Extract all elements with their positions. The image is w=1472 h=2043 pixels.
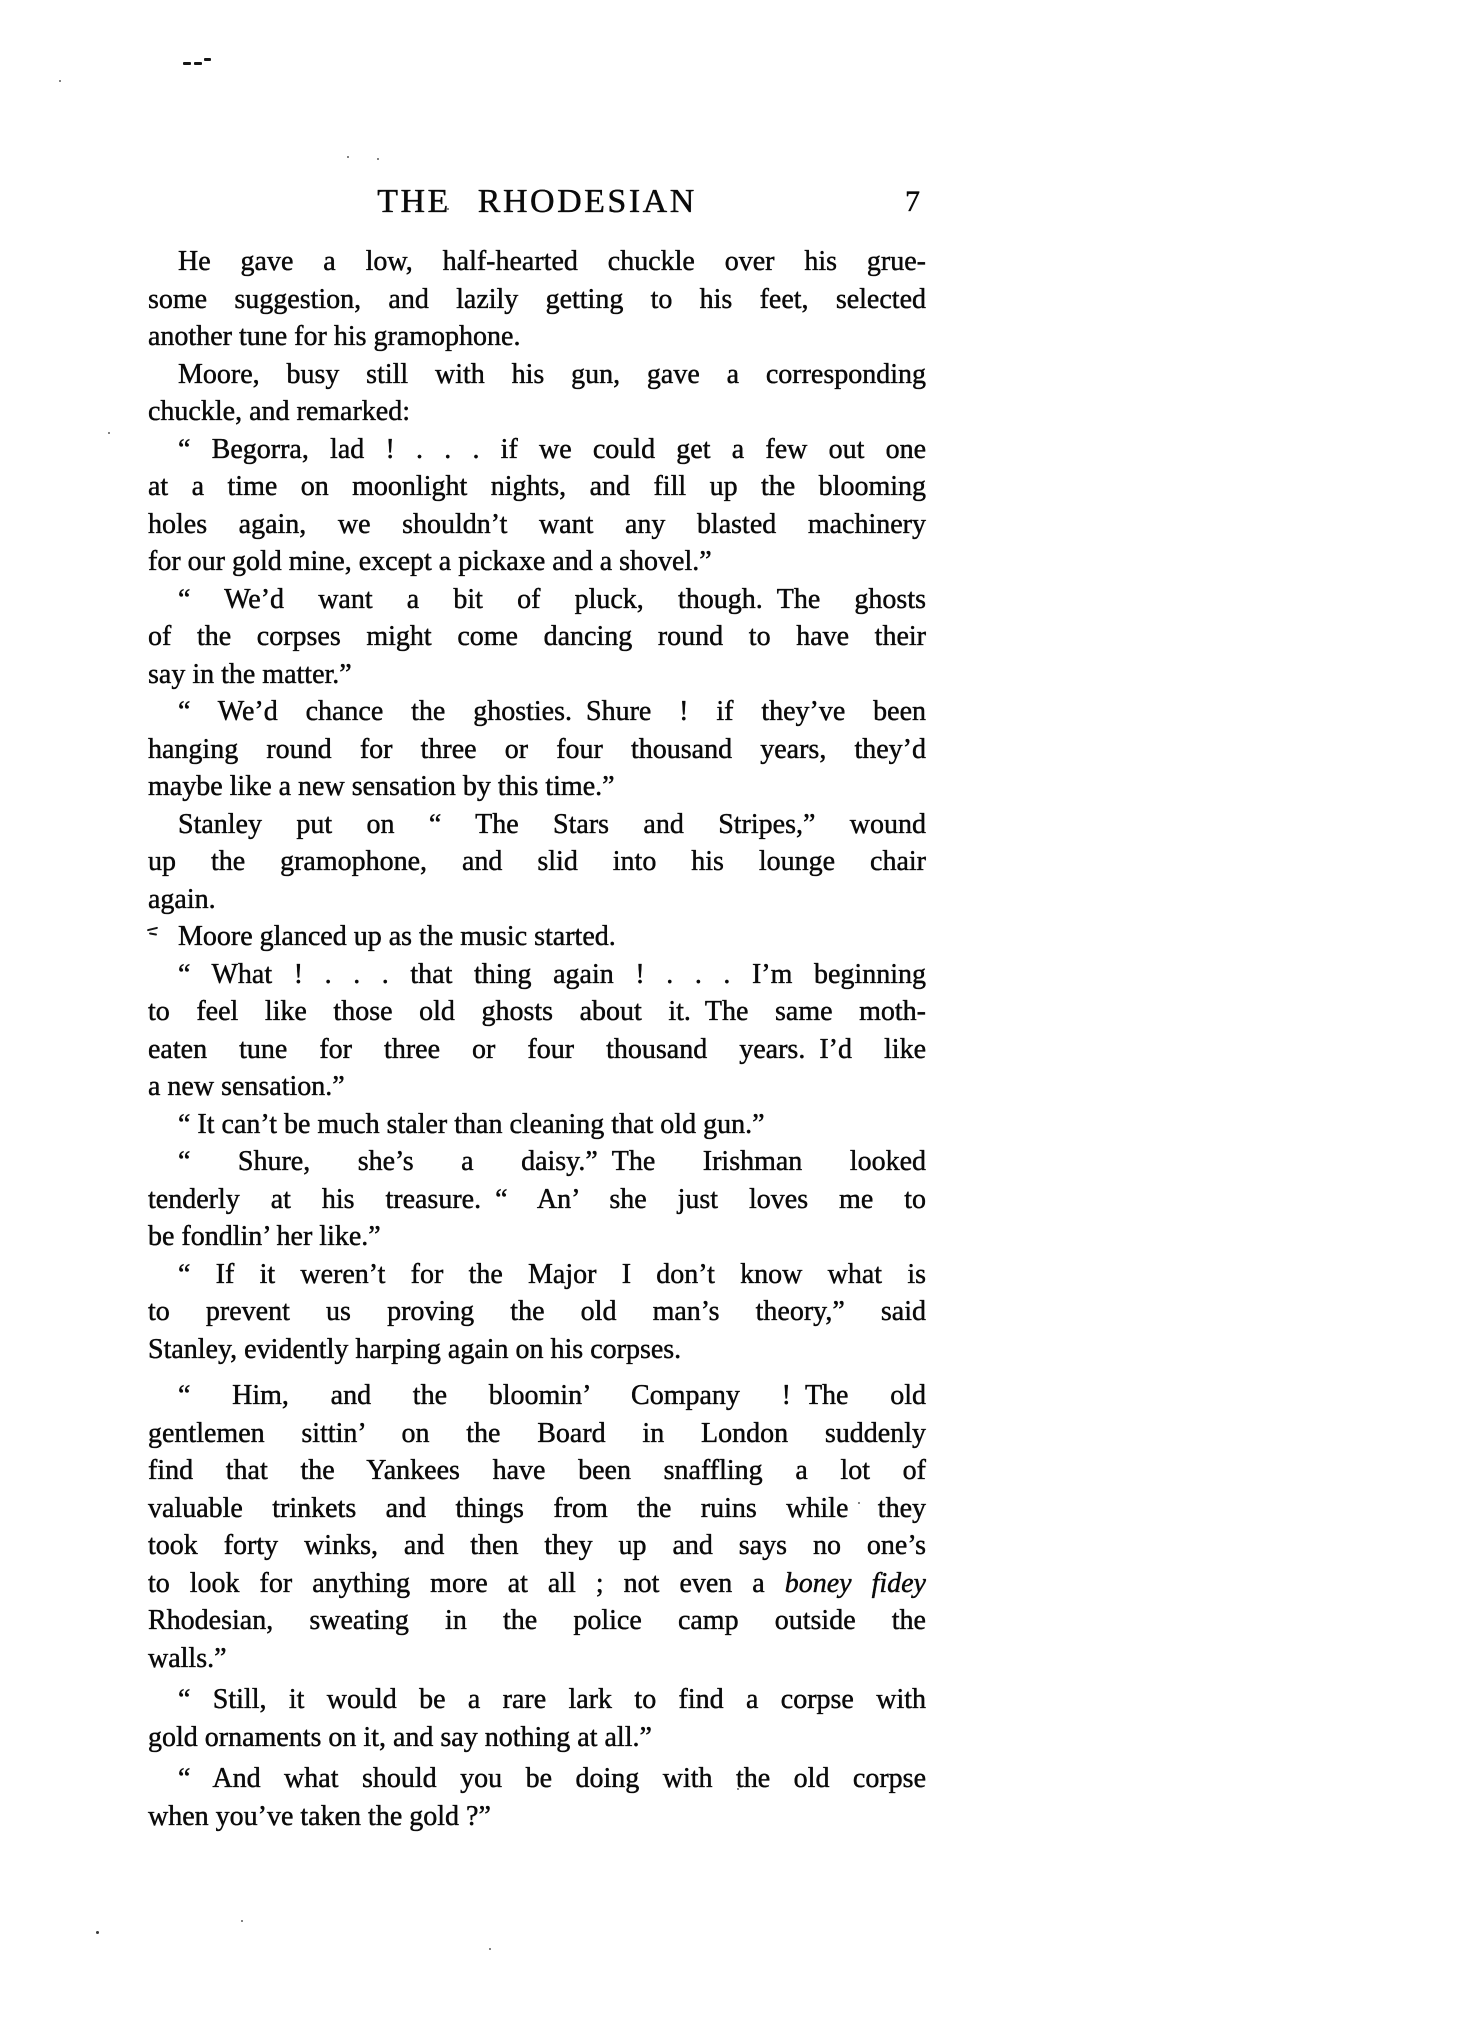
text-line: to feel like those old ghosts about it. The same moth- xyxy=(148,996,926,1027)
scan-speck xyxy=(59,80,61,82)
text-line: a new sensation.” xyxy=(148,1071,345,1102)
paragraph xyxy=(148,431,926,581)
text-line: eaten tune for three or four thousand years. I’d like xyxy=(148,1033,926,1065)
page-number: 7 xyxy=(905,185,920,218)
text-line: for our gold mine, except a pickaxe and a shovel.” xyxy=(148,546,712,577)
paragraph xyxy=(148,1106,926,1144)
text-line: Moore, busy still with his gun, gave a corresponding xyxy=(178,358,926,390)
text-line xyxy=(148,1565,926,1603)
text-line: walls.” xyxy=(148,1642,227,1674)
paragraph xyxy=(148,918,926,956)
text-line: hanging round for three or four thousand years, they’d xyxy=(148,733,926,765)
page-title: THE RHODESIAN xyxy=(377,183,697,220)
text-line: chuckle, and remarked: xyxy=(148,396,410,427)
text-line: Rhodesian, sweating in the police camp outside the xyxy=(148,1605,926,1636)
paragraph xyxy=(148,1143,926,1256)
paragraph xyxy=(148,806,926,919)
text-line: say in the matter.” xyxy=(148,658,352,690)
scan-artifact-dash xyxy=(183,62,191,65)
text-block xyxy=(148,243,926,1835)
paragraph xyxy=(148,581,926,694)
scan-speck xyxy=(241,1920,243,1922)
text-line: “ It can’t be much staler than cleaning that old gun.” xyxy=(178,1108,765,1140)
text-line: tenderly at his treasure. “ An’ she just loves me to xyxy=(148,1183,926,1215)
text-line: “ What ! . . . that thing again ! . . . I’m beginning xyxy=(178,958,926,990)
text-line: to prevent us proving the old man’s theory,” said xyxy=(148,1296,926,1327)
text-line: gentlemen sittin’ on the Board in London suddenly xyxy=(148,1417,926,1449)
text-line: took forty winks, and then they up and says no one’s xyxy=(148,1530,926,1561)
text-line: some suggestion, and lazily getting to his feet, selected xyxy=(148,283,926,315)
running-head xyxy=(148,180,926,224)
text-segment: to look for anything more at all ; not even a xyxy=(148,1567,785,1599)
text-line: holes again, we shouldn’t want any blasted machinery xyxy=(148,508,926,540)
text-line: up the gramophone, and slid into his lounge chair xyxy=(148,846,926,877)
paragraph xyxy=(148,693,926,806)
text-line: “ Begorra, lad ! . . . if we could get a few out one xyxy=(178,433,926,465)
scan-speck xyxy=(108,432,110,434)
scan-speck xyxy=(96,1931,99,1934)
text-line: “ We’d want a bit of pluck, though. The ghosts xyxy=(178,583,926,615)
text-line: He gave a low, half-hearted chuckle over his grue- xyxy=(178,246,926,277)
text-line: Stanley, evidently harping again on his corpses. xyxy=(148,1333,682,1365)
text-line: maybe like a new sensation by this time.” xyxy=(148,771,615,802)
text-line: “ If it weren’t for the Major I don’t know what is xyxy=(178,1258,926,1290)
paragraph xyxy=(148,956,926,1106)
scan-speck xyxy=(489,1948,491,1950)
paragraph xyxy=(148,1377,926,1677)
text-line: “ Shure, she’s a daisy.” The Irishman looked xyxy=(178,1146,926,1177)
text-line: gold ornaments on it, and say nothing at all.” xyxy=(148,1721,652,1753)
text-line: “ Still, it would be a rare lark to find a corpse with xyxy=(178,1684,926,1715)
italic-phrase: boney fidey xyxy=(784,1567,926,1599)
text-line: when you’ve taken the gold ?” xyxy=(148,1800,491,1832)
paragraph xyxy=(148,1681,926,1756)
text-line: “ And what should you be doing with the old corpse xyxy=(178,1763,926,1794)
paragraph xyxy=(148,1760,926,1835)
paragraph xyxy=(148,356,926,431)
text-line: Moore glanced up as the music started. xyxy=(178,921,616,952)
text-line: again. xyxy=(148,883,216,915)
scan-speck xyxy=(347,156,349,158)
text-line: another tune for his gramophone. xyxy=(148,321,521,352)
paragraph xyxy=(148,1256,926,1369)
text-line: valuable trinkets and things from the ruins while they xyxy=(148,1492,926,1524)
scan-speck xyxy=(377,158,379,160)
scan-artifact-dash xyxy=(194,62,202,65)
text-line: be fondlin’ her like.” xyxy=(148,1221,381,1252)
paragraph xyxy=(148,243,926,356)
text-line: “ We’d chance the ghosties. Shure ! if they’ve been xyxy=(178,696,926,727)
text-line: find that the Yankees have been snaffling a lot of xyxy=(148,1455,926,1486)
text-line: “ Him, and the bloomin’ Company ! The old xyxy=(178,1380,926,1411)
text-line: of the corpses might come dancing round to have their xyxy=(148,621,926,652)
text-line: Stanley put on “ The Stars and Stripes,” wound xyxy=(178,808,926,840)
scan-artifact-dash xyxy=(204,58,211,61)
text-line: at a time on moonlight nights, and fill up the blooming xyxy=(148,471,926,502)
